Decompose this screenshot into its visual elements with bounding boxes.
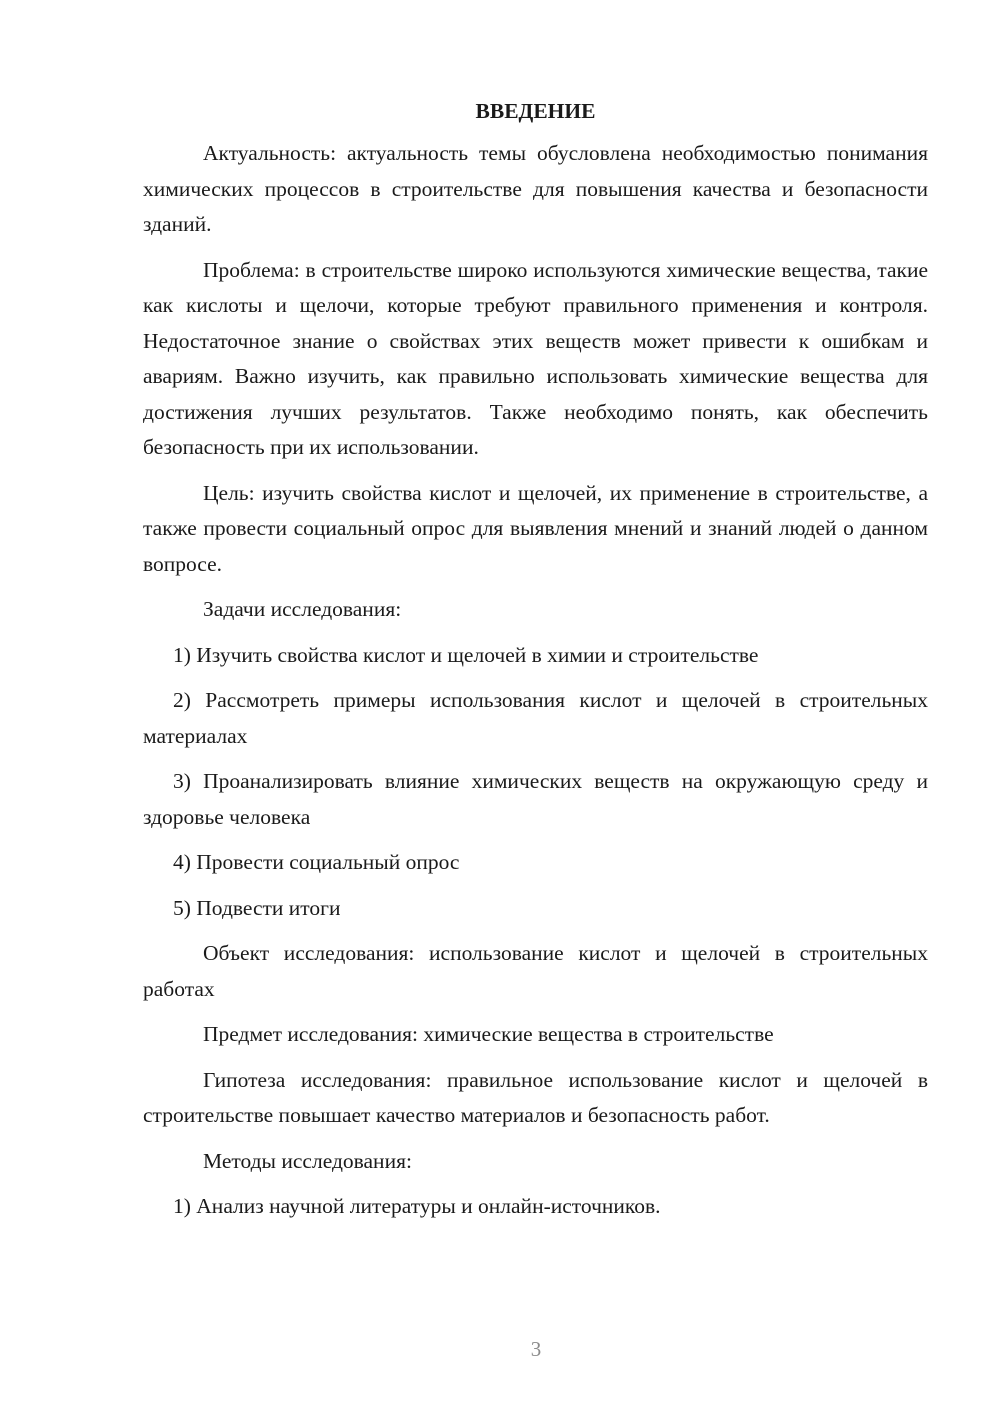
- task-item: 4) Провести социальный опрос: [173, 850, 460, 874]
- task-item: 1) Изучить свойства кислот и щелочей в химии и строительстве: [173, 642, 759, 667]
- relevance-paragraph: Актуальность: актуальность темы обусловлена необходимостью понимания химических процессов в строительстве для повышения качества и безопасности зданий.: [143, 141, 928, 236]
- section-title: ВВЕДЕНИЕ: [475, 99, 596, 123]
- document-page: [143, 96, 928, 1235]
- task-item: 2) Рассмотреть примеры использования кислот и щелочей в строительных материалах: [143, 688, 928, 748]
- research-subject-paragraph: Предмет исследования: химические вещества в строительстве: [203, 1022, 774, 1046]
- problem-paragraph: Проблема: в строительстве широко используются химические вещества, такие как кислоты и щелочи, которые требуют правильного применения и контроля. Недостаточное знание о свойствах этих веществ может привести к ошибкам и авариям. Важно изучить, как правильно использовать химические вещества для достижения лучших результатов. Также необходимо понять, как обеспечить безопасность при их использовании.: [143, 257, 928, 459]
- methods-heading: Методы исследования:: [203, 1148, 412, 1173]
- method-item: 1) Анализ научной литературы и онлайн-источников.: [173, 1194, 661, 1218]
- task-item: 5) Подвести итоги: [173, 895, 341, 920]
- tasks-heading: Задачи исследования:: [203, 597, 402, 621]
- task-item: 3) Проанализировать влияние химических веществ на окружающую среду и здоровье человека: [143, 769, 928, 829]
- goal-paragraph: Цель: изучить свойства кислот и щелочей, их применение в строительстве, а также провести социальный опрос для выявления мнений и знаний людей о данном вопросе.: [143, 480, 928, 576]
- research-object-paragraph: Объект исследования: использование кислот и щелочей в строительных работах: [143, 941, 928, 1001]
- hypothesis-paragraph: Гипотеза исследования: правильное использование кислот и щелочей в строительстве повышает качество материалов и безопасность работ.: [143, 1067, 928, 1127]
- page-number: 3: [530, 1337, 542, 1361]
